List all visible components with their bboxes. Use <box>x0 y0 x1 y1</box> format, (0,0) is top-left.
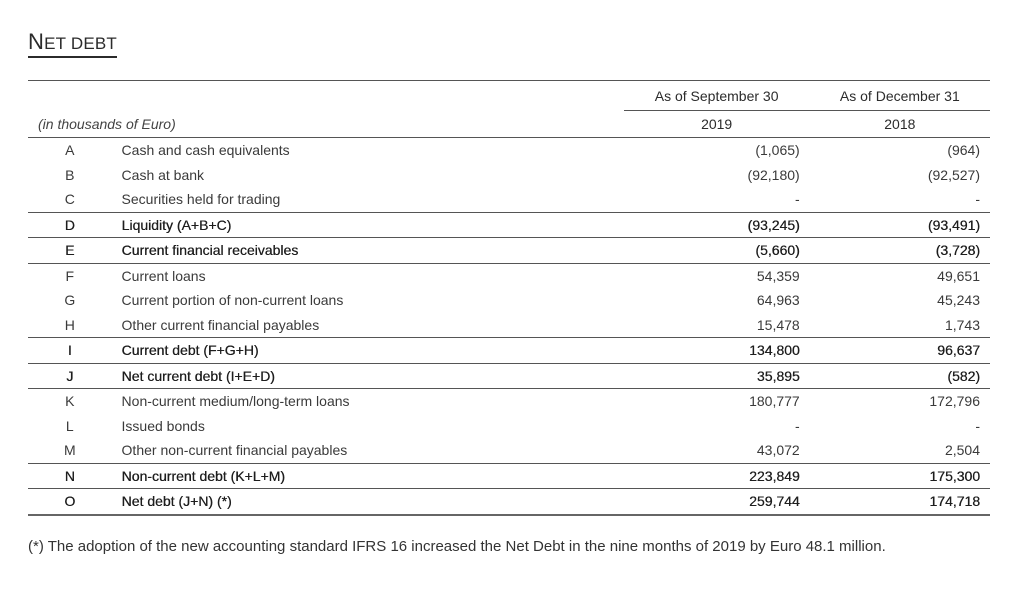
row-value-2019: - <box>795 417 800 434</box>
title-rest-word1: ET <box>44 34 66 53</box>
row-label: Other non-current financial payables <box>121 442 348 459</box>
row-code: C <box>64 191 75 208</box>
row-value-2018: 174,718 <box>929 493 980 510</box>
row-value-2019: 259,744 <box>749 493 800 510</box>
row-label: Net current debt (I+E+D) <box>121 367 275 384</box>
row-code: E <box>65 242 75 259</box>
header-row-dates <box>28 81 990 111</box>
row-value-2019: 35,895 <box>756 367 800 384</box>
row-label: Non-current debt (K+L+M) <box>121 467 285 484</box>
row-code: K <box>65 393 75 410</box>
table-row-n <box>28 463 990 489</box>
row-value-2019: (92,180) <box>747 166 800 183</box>
row-code: N <box>64 467 75 484</box>
row-value-2018: (3,728) <box>935 242 980 259</box>
column-year-2018: 2018 <box>884 116 916 132</box>
title-first-letter: N <box>28 29 45 54</box>
row-value-2019: (1,065) <box>755 142 800 159</box>
row-code: M <box>63 442 76 459</box>
row-value-2019: 134,800 <box>749 342 800 359</box>
table-row-a <box>28 138 990 163</box>
row-value-2019: 54,359 <box>756 267 800 284</box>
table-row-b <box>28 163 990 188</box>
table-row-j <box>28 363 990 389</box>
net-debt-table <box>28 80 990 516</box>
row-value-2019: (5,660) <box>755 242 800 259</box>
table-row-c <box>28 187 990 212</box>
unit-label: (in thousands of Euro) <box>38 115 176 132</box>
row-value-2018: 49,651 <box>937 267 980 284</box>
row-label: Current loans <box>121 267 206 284</box>
row-value-2018: 1,743 <box>944 316 980 333</box>
row-value-2018: (93,491) <box>927 216 980 233</box>
footnote: (*) The adoption of the new accounting standard IFRS 16 increased the Net Debt in the nine months of 2019 by Euro 48.1 million. <box>28 538 886 555</box>
column-header-dec-2018: As of December 31 <box>810 81 990 111</box>
header-row-years <box>28 111 990 138</box>
row-label: Current financial receivables <box>121 242 299 259</box>
row-code: B <box>65 166 75 183</box>
table-row-g <box>28 288 990 313</box>
table-row-h <box>28 313 990 338</box>
table-row-f <box>28 263 990 288</box>
row-label: Cash and cash equivalents <box>121 142 290 159</box>
table-row-o <box>28 489 990 515</box>
row-value-2018: 45,243 <box>937 292 980 309</box>
row-value-2019: (93,245) <box>747 216 800 233</box>
row-value-2018: 172,796 <box>929 393 980 410</box>
row-value-2018: - <box>975 417 980 434</box>
row-value-2019: 15,478 <box>756 316 800 333</box>
column-year-2019: 2019 <box>701 116 733 132</box>
row-value-2019: 180,777 <box>749 393 800 410</box>
row-label: Securities held for trading <box>121 191 281 208</box>
row-value-2018: 175,300 <box>929 467 980 484</box>
row-value-2019: - <box>795 191 800 208</box>
row-value-2019: 43,072 <box>756 442 800 459</box>
row-code: H <box>64 316 75 333</box>
page-title <box>28 30 117 58</box>
row-code: F <box>65 267 75 284</box>
row-code: L <box>65 417 74 434</box>
row-label: Liquidity (A+B+C) <box>121 216 232 233</box>
row-value-2019: 223,849 <box>749 467 800 484</box>
row-value-2018: (92,527) <box>927 166 980 183</box>
row-label: Cash at bank <box>121 166 205 183</box>
row-code: O <box>64 493 76 510</box>
row-label: Current portion of non-current loans <box>121 292 344 309</box>
row-value-2018: - <box>975 191 980 208</box>
row-code: I <box>67 342 72 359</box>
row-code: A <box>65 142 75 159</box>
table-row-i <box>28 338 990 364</box>
row-label: Current debt (F+G+H) <box>121 342 259 359</box>
table-row-k <box>28 389 990 414</box>
row-value-2018: (582) <box>947 367 980 384</box>
row-code: D <box>64 216 75 233</box>
row-code: J <box>66 367 74 384</box>
table-row-e <box>28 238 990 264</box>
row-value-2018: 96,637 <box>937 342 980 359</box>
row-value-2018: 2,504 <box>944 442 980 459</box>
row-label: Issued bonds <box>121 417 205 434</box>
row-value-2019: 64,963 <box>756 292 800 309</box>
row-label: Non-current medium/long-term loans <box>121 393 350 410</box>
table-row-l <box>28 414 990 439</box>
column-header-sep-2019: As of September 30 <box>624 81 810 111</box>
table-row-m <box>28 438 990 463</box>
row-label: Net debt (J+N) (*) <box>121 493 232 510</box>
title-word2: DEBT <box>70 34 117 53</box>
table-row-d <box>28 212 990 238</box>
row-code: G <box>64 292 76 309</box>
row-label: Other current financial payables <box>121 316 320 333</box>
row-value-2018: (964) <box>947 142 980 159</box>
